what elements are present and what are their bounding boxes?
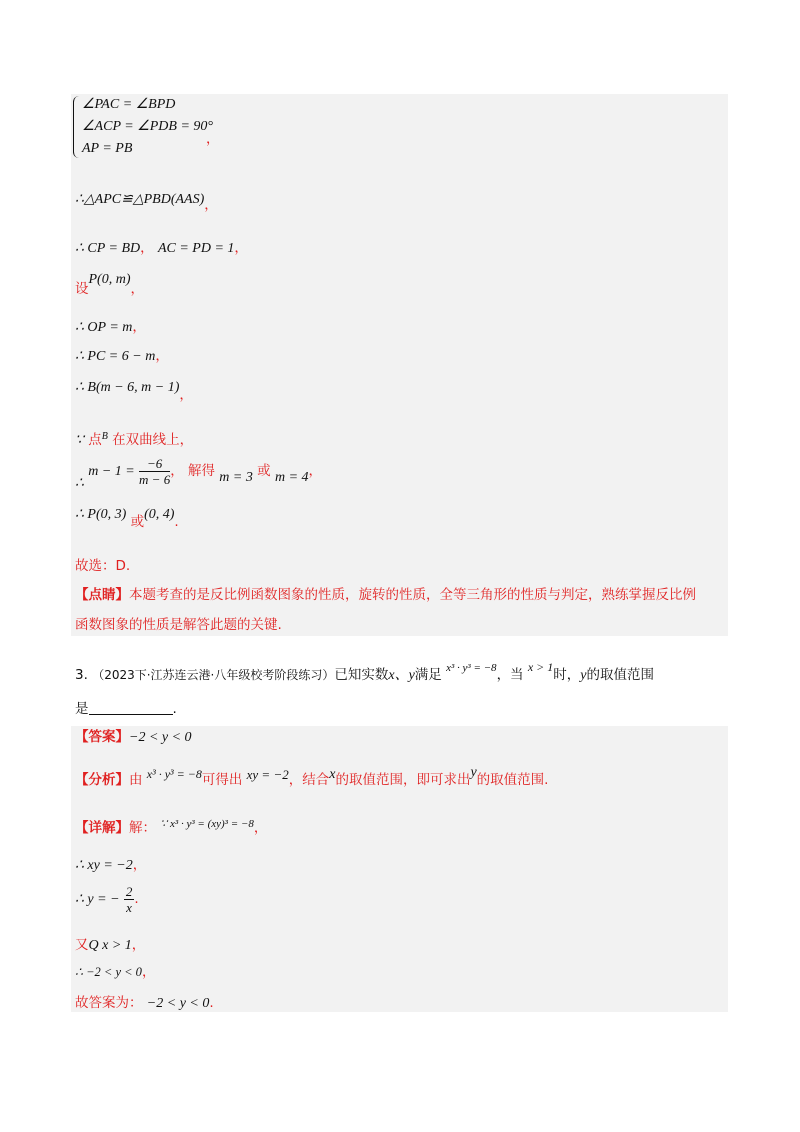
p-result-1: ∴ P(0, 3) [75, 507, 127, 522]
solution-2: m = 4 [274, 470, 309, 485]
p-result-2: (0, 4) [144, 507, 175, 522]
comment-text-1: 本题考查的是反比例函数图象的性质，旋转的性质，全等三角形的性质与判定，熟练掌握反比例 [129, 587, 696, 603]
op-line [75, 318, 146, 337]
comma: ， [234, 240, 248, 256]
question-3-line-2 [75, 697, 177, 717]
on-curve-line [75, 428, 193, 450]
analysis-b: 可得出 [201, 772, 243, 788]
on-curve-text-a: 点 [88, 432, 102, 448]
y-eq-line [75, 884, 139, 915]
b-point-line [75, 378, 193, 404]
on-curve-b: B [101, 431, 108, 442]
answer-blank[interactable] [89, 702, 173, 715]
question-text-c: ，当 [496, 667, 524, 683]
equation-numerator: −6 [139, 456, 170, 472]
congruence-comma: ， [204, 197, 218, 213]
question-var-y: y [580, 668, 587, 683]
analysis-tag: 【分析】 [75, 772, 129, 788]
comment-line-1 [75, 586, 696, 604]
op-eq: ∴ OP = m [75, 320, 133, 335]
congruence-line [75, 190, 218, 214]
solve-label: 解得 [188, 463, 215, 479]
pc-eq: ∴ PC = 6 − m [75, 349, 156, 364]
again-line [75, 936, 145, 955]
again-label: 又 [75, 937, 89, 953]
comma: ， [155, 348, 169, 364]
choose-answer: 故选：D. [75, 558, 131, 574]
system-line-3: AP = PB [82, 141, 133, 156]
question-vars: x、y [388, 668, 415, 683]
let-label: 设 [75, 281, 89, 297]
question-text-a: 已知实数 [334, 667, 389, 683]
y-fraction [124, 884, 135, 915]
analysis-xy: xy = −2 [246, 767, 289, 782]
y-eq-lhs: ∴ y = − [75, 892, 120, 907]
final-answer: −2 < y < 0 [146, 996, 210, 1011]
analysis-a: 由 [129, 772, 143, 788]
xy-line [75, 856, 146, 875]
range-line [75, 963, 155, 981]
answer-value: −2 < y < 0 [129, 730, 192, 745]
comma: ， [170, 463, 184, 479]
equation-line [75, 456, 322, 493]
solution-block-1 [71, 94, 728, 636]
system-brace [73, 96, 82, 158]
analysis-x: x [329, 767, 336, 782]
pc-line [75, 347, 169, 366]
equation-lhs: m − 1 = [88, 464, 135, 479]
comma: ， [132, 857, 147, 873]
or-label: 或 [257, 463, 271, 479]
comma: ， [253, 820, 268, 836]
analysis-line [75, 764, 548, 789]
question-text-f: 是 [75, 701, 89, 717]
analysis-d: 的取值范围，即可求出 [335, 772, 471, 788]
period: . [174, 514, 179, 530]
y-denominator: x [126, 900, 132, 915]
detail-tag: 【详解】 [75, 820, 129, 836]
analysis-cond: x³ · y³ = −8 [146, 767, 202, 781]
answer-line [75, 728, 192, 747]
analysis-e: 的取值范围. [476, 772, 549, 788]
detail-line [75, 815, 267, 837]
cp-bd-eq: ∴ CP = BD [75, 241, 141, 256]
comma: ， [130, 281, 144, 297]
xy-eq: ∴ xy = −2 [75, 858, 133, 873]
final-period: . [209, 995, 214, 1011]
question-cond2: x > 1 [527, 660, 554, 674]
let-line [75, 270, 144, 298]
ac-pd-eq: AC = PD = 1 [157, 241, 235, 256]
analysis-y: y [470, 765, 477, 780]
since-symbol: ∵ [75, 433, 84, 448]
cp-bd-line [75, 239, 248, 258]
therefore-symbol: ∴ [75, 476, 84, 491]
system-comma: ， [206, 131, 220, 147]
comma: ， [308, 463, 323, 479]
answer-tag: 【答案】 [75, 729, 129, 745]
analysis-c: ，结合 [288, 772, 330, 788]
question-text-b: 满足 [414, 667, 442, 683]
on-curve-text-c: 在双曲线上， [112, 432, 194, 448]
question-period: . [172, 701, 177, 717]
let-point: P(0, m) [88, 272, 131, 287]
solution-1: m = 3 [219, 470, 253, 485]
question-text-e: 的取值范围 [586, 667, 655, 683]
system-line-1: ∠PAC = ∠BPD [82, 97, 176, 112]
y-numerator: 2 [125, 884, 133, 899]
equation-fraction [139, 456, 170, 487]
congruence-statement: ∴△APC≌△PBD(AAS) [75, 192, 205, 207]
again-cond: Q x > 1 [88, 938, 132, 953]
b-point-eq: ∴ B(m − 6, m − 1) [75, 380, 180, 395]
or-label-2: 或 [130, 514, 145, 530]
question-text-d: 时， [553, 667, 581, 683]
final-label: 故答案为： [75, 995, 143, 1011]
comment-text-2: 函数图象的性质是解答此题的关键. [75, 617, 282, 633]
comma: ， [132, 319, 146, 335]
question-number: 3. [75, 667, 88, 683]
range-eq: ∴ −2 < y < 0 [75, 965, 142, 979]
detail-a: 解： [129, 820, 156, 836]
question-3 [75, 660, 654, 684]
comma: ， [131, 937, 146, 953]
period: . [134, 891, 139, 907]
question-condition: x³ · y³ = −8 [446, 662, 497, 674]
final-line [75, 994, 214, 1013]
detail-eq: ∵ x³ · y³ = (xy)³ = −8 [160, 818, 254, 830]
comment-tag: 【点睛】 [75, 587, 129, 603]
comma: ， [141, 964, 156, 980]
comma: ， [140, 240, 154, 256]
question-source: （2023下·江苏连云港·八年级校考阶段练习） [92, 668, 335, 682]
p-result-line [75, 505, 179, 531]
system-line-2: ∠ACP = ∠PDB = 90° [82, 119, 213, 134]
equation-denominator: m − 6 [139, 472, 171, 487]
comma: ， [179, 387, 193, 403]
